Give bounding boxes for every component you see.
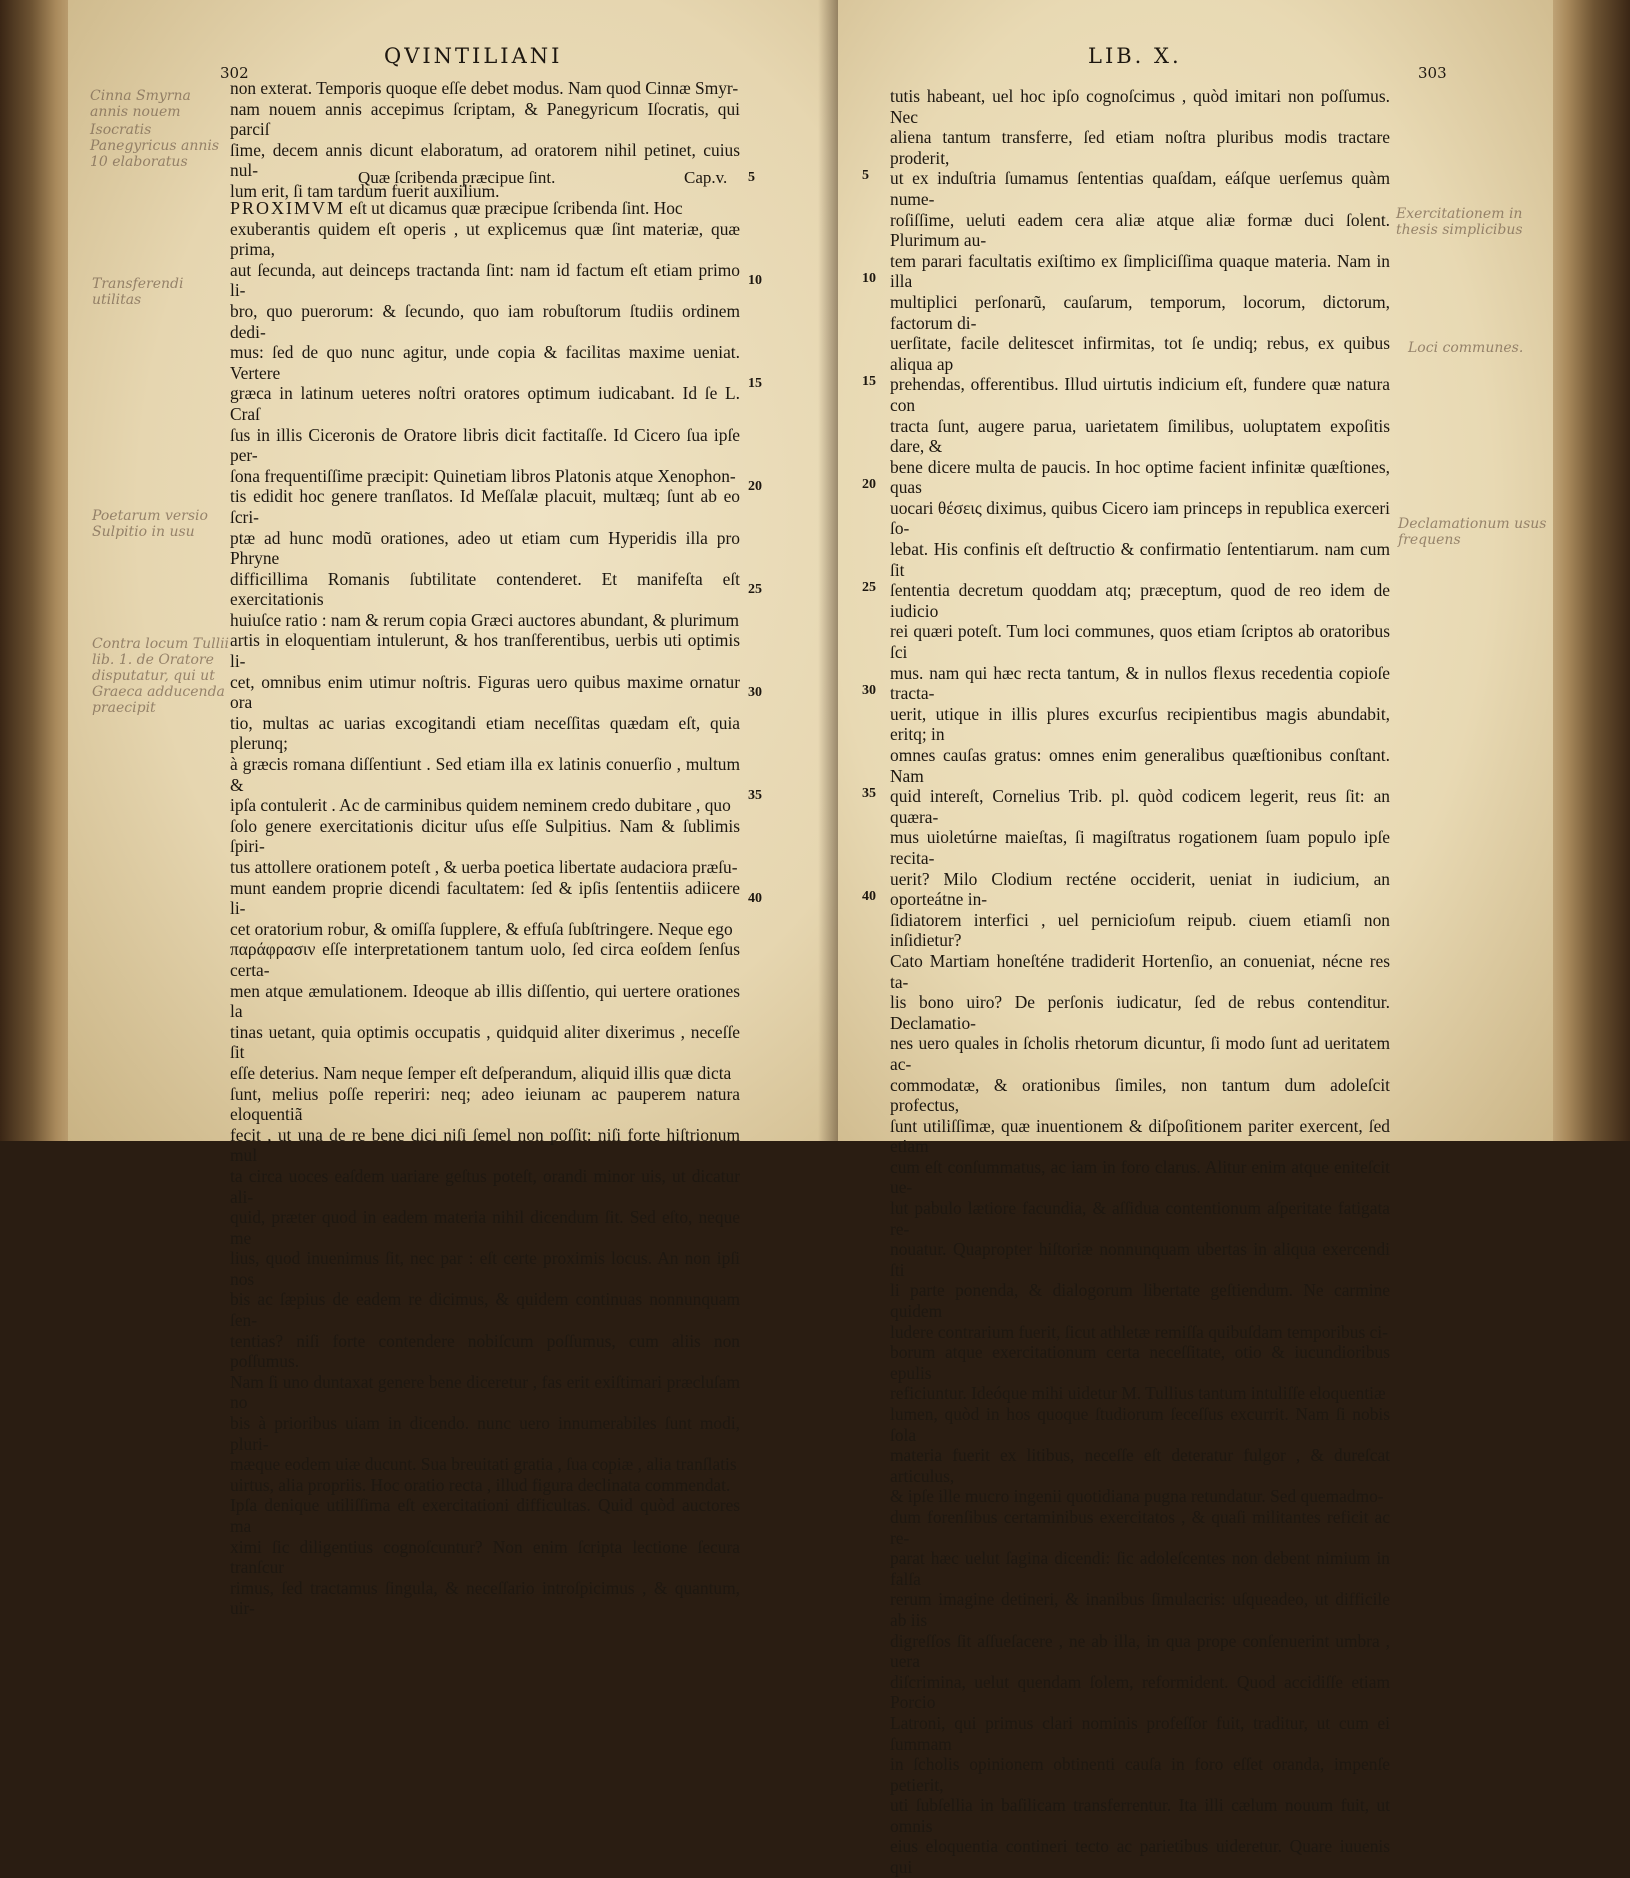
line-number: 30 [862, 683, 876, 698]
opening-word: PROXIMVM [230, 198, 346, 218]
left-body-text [230, 198, 740, 1619]
text-line: diſcrimina, uelut quendam ſolem, reformident. Quod accidiſſe etiam Porcio [890, 1671, 1390, 1713]
text-line: lut pabulo lætiore facundia, & aſſidua contentionum aſperitate fatigata re- [890, 1198, 1390, 1239]
text-line: munt eandem proprie dicendi facultatem: ſed & ipſis ſententiis adiicere li- [230, 877, 740, 919]
line-number: 20 [748, 479, 762, 494]
text-line: ut ex induſtria ſumamus ſententias quaſdam, eáſque uerſemus quàm nume- [890, 168, 1390, 209]
text-line: borum atque exercitationum certa neceſſitate, otio & iucundioribus epulis [890, 1342, 1390, 1383]
text-line: aut ſecunda, aut deinceps tractanda ſint: nam id factum eſt etiam primo li- [230, 259, 740, 301]
text-line: huiuſce ratio : nam & rerum copia Græci auctores abundant, & plurimum [230, 609, 740, 630]
right-page [838, 0, 1553, 1878]
text-line: uerſitate, facile delitescet infirmitas, tot ſe undiq; rebus, ex quibus aliqua ap [890, 333, 1390, 374]
text-line: quid, præter quod in eadem materia nihil dicendum ſit. Sed eſto, neque me [230, 1207, 740, 1248]
left-page [68, 0, 848, 1619]
text-line: Nam ſi uno duntaxat genere bene diceretur , fas erit exiſtimari præcluſam no [230, 1371, 740, 1413]
text-line: lumen, quòd in hos quoque ſtudiorum ſeceſſus excurrit. Nam ſi nobis ſola [890, 1404, 1390, 1445]
text-line: ſolo genere exercitationis dicitur uſus eſſe Sulpitius. Nam & ſublimis ſpiri- [230, 815, 740, 857]
text-line: ipſa contulerit . Ac de carminibus quidem neminem credo dubitare , quo [230, 795, 731, 816]
marginal-note: Isocratis Panegyricus annis 10 elaboratus [90, 122, 220, 170]
text-line: rimus, ſed tractamus ſingula, & neceſſario introſpicimus , & quantum, uir- [230, 1577, 740, 1619]
text-line: ſus in illis Ciceronis de Oratore libris dicit factitaſſe. Id Cicero ſua ipſe per- [230, 424, 740, 466]
text-line: quid intereſt, Cornelius Trib. pl. quòd codicem legerit, reus ſit: an quæra- [890, 786, 1390, 827]
text-line: ſunt, melius poſſe reperiri: neq; adeo ieiunam ac pauperem natura eloquentiã [230, 1083, 740, 1125]
text-line: eius eloquentia contineri tecto ac parietibus uideretur. Quare iuuenis qui [890, 1836, 1390, 1878]
text-line: cum eſt conſummatus, ac iam in foro clarus. Alitur enim atque eniteſcit ue- [890, 1156, 1390, 1198]
marginal-note: Cinna Smyrna annis nouem [90, 88, 191, 120]
line-number: 35 [748, 788, 762, 803]
marginal-note: Poetarum versio Sulpitio in usu [92, 508, 208, 540]
text-line: Latroni, qui primus clari nominis profeſſor fuit, traditur, ut cum ei ſummam [890, 1712, 1390, 1754]
text-line: græca in latinum ueteres noſtri oratores optimum iudicabant. Id ſe L. Craſ [230, 383, 740, 424]
text-line: dum forenſibus certaminibus exercitatos , & quaſi militantes reficit ac re- [890, 1506, 1390, 1548]
line-number: 25 [748, 582, 762, 597]
text-line: bro, quo puerorum: & ſecundo, quo iam robuſtorum ſtudiis ordinem dedi- [230, 300, 740, 342]
text-line: cet, omnibus enim utimur noſtris. Figuras uero quibus maxime ornatur ora [230, 671, 740, 713]
line-number: 30 [748, 685, 762, 700]
text-line: prehendas, offerentibus. Illud uirtutis indicium eſt, fundere quæ natura con [890, 374, 1390, 415]
text-line: tis edidit hoc genere tranſlatos. Id Meſſalæ placuit, multæq; ſunt ab eo ſcri- [230, 486, 740, 527]
text-line: digreſſos ſit aſſueſacere , ne ab illa, in qua prope conſenuerint umbra , uera [890, 1630, 1390, 1672]
chapter-label: Cap.v. [684, 168, 728, 187]
line-number: 25 [862, 580, 876, 595]
line-number: 10 [748, 273, 762, 288]
text-line: mæque eodem uiæ ducunt. Sua breuitati gratia , ſua copiæ , alia tranſlatis [230, 1454, 737, 1475]
marginal-note: Exercitationem in thesis simplicibus [1396, 206, 1523, 238]
text-line: mus: ſed de quo nunc agitur, unde copia & facilitas maxime ueniat. Vertere [230, 342, 740, 383]
text-line: difficillima Romanis ſubtilitate contenderet. Et manifeſta eſt exercitationis [230, 568, 740, 610]
text-line: li parte ponenda, & dialogorum libertate geſtiendum. Ne carmine quidem [890, 1280, 1390, 1322]
text-line: bene dicere multa de paucis. In hoc optime facient infinitæ quæſtiones, quas [890, 456, 1390, 498]
text-line: multiplici perſonarũ, cauſarum, temporum, locorum, dictorum, factorum di- [890, 291, 1390, 333]
text-line: reficiuntur. Ideóque mihi uidetur M. Tullius tantum intuliſſe eloquentiæ [890, 1383, 1386, 1404]
text-line: fecit , ut una de re bene dici niſi ſemel non poſſit: niſi forte hiſtrionum mul [230, 1124, 740, 1166]
text-line: uirtus, alia propriis. Hoc oratio recta , illud figura declinata commendat. [230, 1474, 731, 1495]
text-line: bis ac ſæpius de eadem re dicimus, & quidem continuas nonnunquam ſen- [230, 1289, 740, 1331]
text-line: lebat. His confinis eſt deſtructio & confirmatio ſententiarum. nam cum ſit [890, 539, 1390, 580]
text-line: tentias? niſi forte contendere nobiſcum poſſumus, cum aliis non poſſumus. [230, 1330, 740, 1372]
text-line: ludere contrarium fuerit, ſicut athletæ remiſſa quibuſdam temporibus ci- [890, 1321, 1388, 1342]
right-running-head: LIB. X. [1088, 44, 1182, 68]
text-line: ſime, decem annis dicunt elaboratum, ad oratorem nihil petinet, cuius nul- [230, 139, 740, 181]
text-line: lis bono uiro? De perſonis iudicatur, ſed de rebus contenditur. Declamatio- [890, 992, 1390, 1033]
text-line: aliena tantum transferre, ſed etiam noſtra pluribus modis tractare proderit, [890, 127, 1390, 168]
text-line: ſona frequentiſſime præcipit: Quinetiam libros Platonis atque Xenophon- [230, 465, 736, 486]
right-body-text [890, 86, 1390, 1878]
text-line: tinas uetant, quia optimis occupatis , quidquid aliter dixerimus , neceſſe ſit [230, 1021, 740, 1063]
text-line: men atque æmulationem. Ideoque ab illis diſſentio, qui uertere orationes la [230, 980, 740, 1022]
text-line: ta circa uoces eaſdem uariare geſtus poteſt, orandi minor uis, ut dicatur ali- [230, 1165, 740, 1207]
text-line: commodatæ, & orationibus ſimiles, non tantum dum adoleſcit profectus, [890, 1074, 1390, 1116]
left-running-head: QVINTILIANI [384, 44, 563, 68]
line-number: 40 [862, 889, 876, 904]
text-line: bis à prioribus uiam in dicendo. nunc uero innumerabiles ſunt modi, pluri- [230, 1413, 740, 1454]
text-line: mus. nam qui hæc recta tantum, & in nullos flexus recedentia copioſe tracta- [890, 662, 1390, 704]
text-line: nes uero quales in ſcholis rhetorum dicuntur, ſi modo ſunt ad ueritatem ac- [890, 1033, 1390, 1074]
text-line: parat hæc uelut ſagina dicendi: ſic adoleſcentes non debent nimium in falſa [890, 1548, 1390, 1589]
line-number: 10 [862, 271, 876, 286]
text-line: eſt ut dicamus quæ præcipue ſcribenda ſint. Hoc [349, 198, 683, 218]
text-line: nouatur. Quapropter hiſtoriæ nonnunquam ubertas in aliqua exercendi ſti [890, 1239, 1390, 1280]
text-line: uocari θέσεις diximus, quibus Cicero iam princeps in republica exerceri ſo- [890, 497, 1390, 539]
text-line: uerit, utique in illis plures excurſus recipientibus magis abundabit, eritq; in [890, 703, 1390, 745]
text-line: παράφρασιν eſſe interpretationem tantum uolo, ſed circa eoſdem ſenſus certa- [230, 939, 740, 980]
text-line: tracta ſunt, augere parua, uarietatem ſimilibus, uoluptatem expoſitis dare, & [890, 415, 1390, 457]
chapter-title: Quæ ſcribenda præcipue ſint. [358, 168, 556, 187]
text-line: lius, quod inuenimus ſit, nec par : eſt certe proximis locus. An non ipſi nos [230, 1248, 740, 1289]
line-number: 40 [748, 891, 762, 906]
text-line: à græcis romana diſſentiunt . Sed etiam illa ex latinis conuerſio , multum & [230, 754, 740, 795]
text-line: artis in eloquentiam intulerunt, & hos tranſferentibus, uerbis uti optimis li- [230, 630, 740, 672]
text-line: ptæ ad hunc modũ orationes, adeo ut etiam cum Hyperidis illa pro Phryne [230, 527, 740, 569]
text-line: rei quæri poteſt. Tum loci communes, quos etiam ſcriptos ab oratoribus ſci [890, 621, 1390, 663]
text-line: lum erit, ſi tam tardum fuerit auxilium. [230, 180, 500, 201]
line-number: 20 [862, 477, 876, 492]
text-line: omnes cauſas gratus: omnes enim generalibus quæſtionibus conſtant. Nam [890, 745, 1390, 786]
marginal-note: Contra locum Tullii lib. 1. de Oratore disputatur, qui ut Graeca adducenda praecipit [92, 636, 230, 716]
text-line: exuberantis quidem eſt operis , ut explicemus quæ ſint materiæ, quæ prima, [230, 218, 740, 260]
text-line: roſiſſime, ueluti eadem cera aliæ atque aliæ formæ duci ſolent. Plurimum au- [890, 209, 1390, 251]
text-line: tutis habeant, uel hoc ipſo cognoſcimus , quòd imitari non poſſumus. Nec [890, 86, 1390, 127]
right-page-number: 303 [1418, 64, 1447, 82]
text-line: Cato Martiam honeſténe tradiderit Hortenſio, an conueniat, nécne res ta- [890, 950, 1390, 992]
text-line: cet oratorium robur, & omiſſa ſupplere, & effuſa ſubſtringere. Neque ego [230, 918, 733, 939]
text-line: uerit? Milo Clodium recténe occiderit, ueniat in iudicium, an oporteátne in- [890, 868, 1390, 910]
text-line: eſſe deterius. Nam neque ſemper eſt deſperandum, aliquid illis quæ dicta [230, 1062, 732, 1083]
text-line: & ipſe ille mucro ingenii quotidiana pugna retundatur. Sed quemadmo- [890, 1486, 1384, 1507]
text-line: Ipſa denique utiliſſima eſt exercitationi difficultas. Quid quòd auctores ma [230, 1495, 740, 1536]
marginal-note: Transferendi utilitas [92, 276, 184, 308]
text-line: ſententia decretum quoddam atq; præceptum, quod de reo idem de iudicio [890, 580, 1390, 621]
text-line: tio, multas ac uarias excogitandi etiam neceſſitas quædam eſt, quia plerunq; [230, 712, 740, 754]
text-line: materia fuerit ex litibus, neceſſe eſt deteratur fulgor , & dureſcat articulus, [890, 1445, 1390, 1486]
book-edge-right [1540, 0, 1630, 1141]
text-line: mus uioletúrne maieſtas, ſi magiſtratus rogationem ſuam populo ipſe recita- [890, 827, 1390, 868]
line-number: 15 [862, 374, 876, 389]
text-line: in ſcholis opinionem obtinenti cauſa in foro eſſet oranda, impenſe petierit, [890, 1754, 1390, 1795]
text-line: nam nouem annis accepimus ſcriptam, & Panegyricum Iſocratis, qui parciſ [230, 98, 740, 140]
left-page-number: 302 [220, 64, 249, 82]
text-line: uti ſubſellia in baſilicam transferrentur. Ita illi cælum nouum fuit, ut omnis [890, 1795, 1390, 1836]
text-line: tem parari facultatis exiſtimo ex ſimpliciſſima quaque materia. Nam in illa [890, 250, 1390, 292]
line-number: 35 [862, 786, 876, 801]
text-line: non exterat. Temporis quoque eſſe debet modus. Nam quod Cinnæ Smyr- [230, 78, 739, 98]
marginal-note: Loci communes. [1408, 340, 1524, 356]
text-line: ximi ſic diligentius cognoſcuntur? Non enim ſcripta lectione ſecura tranſcur [230, 1536, 740, 1578]
text-line: ſunt utiliſſimæ, quæ inuentionem & diſpoſitionem pariter exercent, ſed etiam [890, 1115, 1390, 1157]
text-line: rerum imagine detineri, & inanibus ſimulacris: uſqueadeo, ut difficile ab iis [890, 1589, 1390, 1630]
line-number: 5 [748, 170, 755, 185]
text-line: tus attollere orationem poteſt , & uerba poetica libertate audaciora præſu- [230, 857, 738, 877]
text-line: ſidiatorem interfici , uel pernicioſum reipub. ciuem etiamſi non inſidietur? [890, 909, 1390, 951]
marginal-note: Declamationum usus frequens [1398, 516, 1547, 548]
line-number: 15 [748, 376, 762, 391]
line-number: 5 [862, 168, 869, 183]
